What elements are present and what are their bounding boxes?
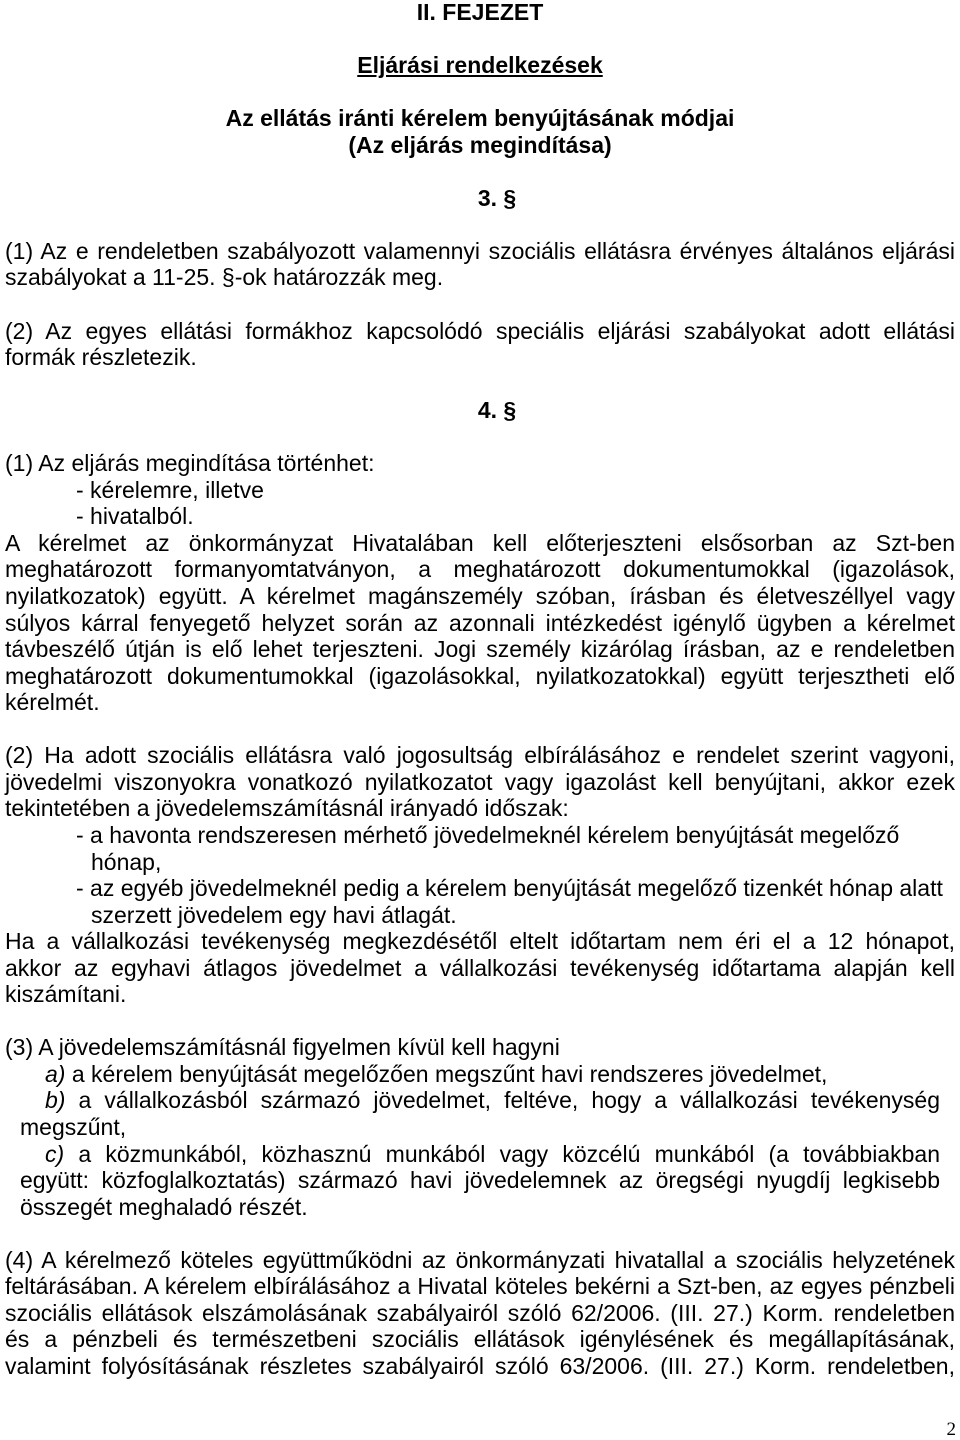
paragraph-line: tekintetében a jövedelemszámításnál irányadó időszak: [5,795,569,822]
section-group-heading-parenthetical: (Az eljárás megindítása) [348,131,612,158]
paragraph-line: (4) A kérelmező köteles együttműködni az önkormányzati hivatallal a szociális helyzetének [5,1246,955,1273]
paragraph-line: távbeszélő útján is elő lehet terjeszteni. Jogi személy kizárólag írásban, az e rendeletben [5,636,955,663]
list-item-label: b) [45,1087,66,1114]
list-item-label: c) [45,1140,65,1167]
list-item-label: a) [45,1060,66,1087]
section-group-heading: Az ellátás iránti kérelem benyújtásának módjai [225,105,735,132]
paragraph-line: (2) Az egyes ellátási formákhoz kapcsolódó speciális eljárási szabályokat adott ellátási [5,317,955,344]
chapter-label: II. FEJEZET [416,0,544,25]
paragraph-4-2 [5,742,955,1007]
paragraph-line: valamint folyósításának részletes szabályairól szóló 63/2006. (III. 27.) Korm. rendeletben, [5,1352,955,1379]
list-item: - az egyéb jövedelmeknél pedig a kérelem benyújtását megelőző tizenkét hónap alatt [76,875,943,902]
list-item-a [20,1061,940,1088]
paragraph-line: jövedelmi viszonyokra vonatkozó nyilatkozatot vagy igazolást kell benyújtani, akkor ezek [5,768,955,795]
paragraph-line: súlyos kárral fenyegető helyzet során az azonnali intézkedést igénylő ügyben a kérelmet [5,609,955,636]
list-item-text: a vállalkozásból származó jövedelmet, feltéve, hogy a vállalkozási tevékenység [78,1087,940,1114]
paragraph-line: meghatározott formanyomtatványon, a meghatározott dokumentumokkal (igazolások, [5,556,955,583]
paragraph-line: nyilatkozatok) együtt. A kérelmet magánszemély szóban, írásban és életveszéllyel vagy [5,583,955,610]
paragraph-line: akkor az egyhavi átlagos jövedelmet a vállalkozási tevékenység időtartama alapján kell [5,954,955,981]
paragraph-intro: (1) Az eljárás megindítása történhet: [5,450,375,477]
paragraph-3-2 [5,318,955,371]
document-page [5,0,955,1379]
list-item-text: a kérelem benyújtását megelőzően megszűnt havi rendszeres jövedelmet, [71,1060,828,1087]
paragraph-line: feltárásában. A kérelem elbírálásához a Hivatal köteles bekérni a Szt-ben, az egyes pénzbeli [5,1273,955,1300]
list-item-continuation: együtt: közfoglalkoztatás) származó havi jövedelemnek az öregségi nyugdíj legkisebb [20,1167,940,1194]
lettered-list [20,1061,940,1220]
paragraph-line: szociális ellátások elszámolásának szabályairól szóló 62/2006. (III. 27.) Korm. rendeletben [5,1299,955,1326]
paragraph-line: kérelmét. [5,689,100,716]
paragraph-line: Ha a vállalkozási tevékenység megkezdésétől eltelt időtartam nem éri el a 12 hónapot, [5,928,955,955]
list-item-continuation: megszűnt, [20,1113,127,1140]
paragraph-4-3 [5,1034,955,1220]
paragraph-line: A kérelmet az önkormányzat Hivatalában kell előterjeszteni elsősorban az Szt-ben [5,529,955,556]
paragraph-line: (2) Ha adott szociális ellátásra való jogosultság elbírálásához e rendelet szerint vagyoni, [5,742,955,769]
paragraph-line: (1) Az e rendeletben szabályozott valamennyi szociális ellátásra érvényes általános eljárási [5,237,955,264]
paragraph-line: szabályokat a 11-25. §-ok határozzák meg. [5,264,444,291]
section-number-3: 3. § [477,184,517,211]
paragraph-intro: (3) A jövedelemszámításnál figyelmen kívül kell hagyni [5,1034,560,1061]
paragraph-4-4 [5,1247,955,1380]
list-item-text: a közmunkából, közhasznú munkából vagy közcélú munkából (a továbbiakban [78,1140,940,1167]
paragraph-line: kiszámítani. [5,981,127,1008]
list-item: - a havonta rendszeresen mérhető jövedelmeknél kérelem benyújtását megelőző [76,821,900,848]
paragraph-line: és a pénzbeli és természetbeni szociális ellátások igénylésének és megállapításának, [5,1326,955,1353]
chapter-title: Eljárási rendelkezések [357,52,603,79]
section-number-4: 4. § [477,397,517,424]
list-item-continuation: szerzett jövedelem egy havi átlagát. [91,901,457,928]
list-item-continuation: összegét meghaladó részét. [20,1193,308,1220]
list-item-c [20,1141,940,1168]
list-item: - hivatalból. [76,503,194,530]
paragraph-4-1 [5,450,955,715]
list-item-b [20,1087,940,1114]
list-item: - kérelemre, illetve [76,476,264,503]
paragraph-line: formák részletezik. [5,344,197,371]
paragraph-line: meghatározott dokumentumokkal (igazolásokkal, nyilatkozatokkal) együtt terjesztheti elő [5,662,955,689]
list-item-continuation: hónap, [91,848,162,875]
page-number: 2 [946,1419,956,1440]
paragraph-3-1 [5,238,955,291]
